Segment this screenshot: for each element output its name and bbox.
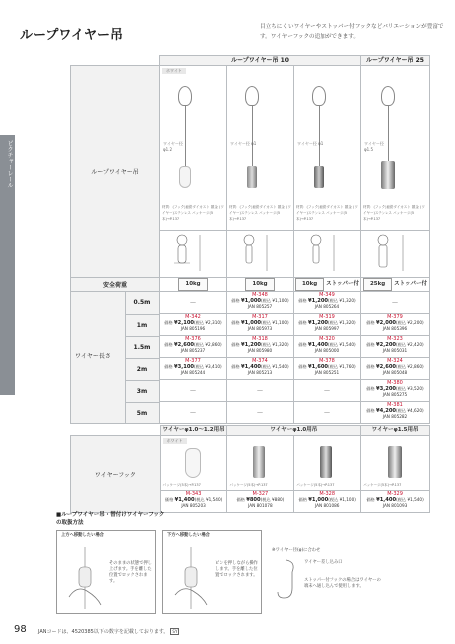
- product-cell: [361, 402, 430, 424]
- length-label: 1m: [125, 314, 159, 336]
- hook-image-cell-4: パッケージ(5本)→P.137: [361, 436, 430, 491]
- product-code: M-320: [319, 336, 335, 342]
- hook-product-cell: [160, 491, 227, 513]
- empty-cell: —: [160, 292, 227, 314]
- material-note: 材質：(フック)亜鉛ダイカスト 鍍金 (ワイヤー)ステンレス パッケージ(5本)→P.137: [162, 205, 224, 221]
- product-code: M-318: [252, 336, 268, 342]
- product-jan: JAN 801078: [248, 503, 273, 508]
- product-code: M-324: [387, 358, 403, 364]
- side-tab-label: ピクチャーレール: [6, 140, 13, 188]
- product-price: 価格 ¥1,600(税込 ¥1,760): [298, 364, 356, 370]
- color-label-white: ホワイト: [162, 68, 186, 74]
- material-note: 材質：(フック)亜鉛ダイカスト 鍍金 (ワイヤー)ステンレス パッケージ(5本)→P.137: [296, 205, 358, 221]
- product-jan: JAN 805997: [314, 326, 340, 331]
- product-code: M-380: [387, 380, 403, 386]
- heavy-hook-photo: [388, 446, 402, 478]
- product-price: 価格 ¥1,200(税込 ¥1,320): [231, 342, 289, 348]
- dimension-drawing-3: [294, 231, 361, 278]
- product-code: M-348: [252, 292, 268, 298]
- material-note: 材質：(フック)亜鉛ダイカスト 鍍金 (ワイヤー)ステンレス パッケージ(5本)→P.137: [363, 205, 425, 221]
- empty-cell: —: [160, 380, 227, 402]
- product-code: M-342: [185, 314, 201, 320]
- product-image-cell-2: [227, 66, 294, 231]
- product-jan: JAN 805396: [382, 326, 408, 331]
- product-price: 価格 ¥1,200(税込 ¥1,320): [298, 320, 356, 326]
- product-code: M-378: [319, 358, 335, 364]
- length-group-label: [71, 292, 160, 424]
- product-price: 価格 ¥4,200(税込 ¥4,620): [366, 408, 424, 414]
- product-cell: [227, 292, 294, 314]
- product-price: 価格 ¥3,100(税込 ¥3,410): [164, 364, 222, 370]
- heavy-hook-photo: [381, 161, 395, 189]
- product-image-cell-1: [160, 66, 227, 231]
- page-number: 98: [14, 624, 27, 635]
- empty-cell: —: [160, 402, 227, 424]
- product-jan: JAN 801086: [314, 503, 340, 508]
- product-code: M-323: [387, 336, 403, 342]
- product-code: M-381: [387, 402, 403, 408]
- product-price: 価格 ¥2,200(税込 ¥2,420): [366, 342, 424, 348]
- wire-diameter-label: ワイヤー径 φ1: [230, 141, 257, 146]
- length-label: 0.5m: [133, 299, 151, 306]
- hook-product-cell: [227, 491, 294, 513]
- wire-hanger-table: [70, 55, 430, 424]
- product-cell: [227, 314, 294, 336]
- hook-product-cell: [294, 491, 361, 513]
- wire-diameter-label: ワイヤー径 φ1.2: [163, 141, 183, 152]
- load-cell-4: 25kg ストッパー付: [361, 278, 430, 292]
- metal-hook-photo: [247, 166, 257, 188]
- row-label-wire-hook: ワイヤーフック: [71, 436, 161, 513]
- stopper-hook-photo: [320, 446, 332, 478]
- load-label: 安全荷重: [71, 278, 160, 292]
- product-cell: [294, 292, 361, 314]
- product-code: M-327: [252, 491, 269, 497]
- product-jan: JAN 805275: [382, 392, 408, 397]
- product-jan: JAN 805031: [382, 348, 408, 353]
- product-cell: [361, 336, 430, 358]
- length-label: 2m: [125, 358, 159, 380]
- product-jan: JAN 805000: [314, 348, 340, 353]
- load-cell-3: 10kg ストッパー付: [294, 278, 361, 292]
- length-label: 3m: [125, 380, 159, 402]
- empty-cell: —: [294, 380, 361, 402]
- product-jan: JAN 805973: [247, 326, 273, 331]
- product-code: M-379: [387, 314, 403, 320]
- product-code: M-317: [252, 314, 268, 320]
- product-code: M-343: [185, 491, 202, 497]
- product-cell: [294, 314, 361, 336]
- product-price: 価格 ¥2,100(税込 ¥2,310): [164, 320, 222, 326]
- product-price: 価格 ¥2,600(税込 ¥2,860): [164, 342, 222, 348]
- product-price: 価格 ¥1,000(税込 ¥1,100): [231, 298, 289, 304]
- metal-hook-photo: [253, 446, 265, 478]
- product-price: 価格 ¥800(税込 ¥880): [236, 497, 285, 503]
- product-jan: JAN 805264: [314, 304, 340, 309]
- product-cell: [361, 314, 430, 336]
- product-cell: [160, 314, 227, 336]
- product-cell: [361, 380, 430, 402]
- product-code: M-376: [185, 336, 201, 342]
- hook-product-cell: [361, 491, 430, 513]
- load-cell-2: 10kg: [227, 278, 294, 292]
- intro-text: 目立ちにくいワイヤーやストッパー付フックなどバリエーションが豊富です。ワイヤーフックの追加ができます。: [260, 24, 444, 40]
- instructions-title: ■ループワイヤー吊・替付けワイヤーフックの取扱方法: [56, 512, 165, 526]
- hook-header-1: ワイヤーφ1.0〜1.2用吊: [160, 426, 227, 436]
- product-price: 価格 ¥1,400(税込 ¥1,540): [164, 497, 223, 503]
- hook-image-cell-3: パッケージ(5本)→P.137: [294, 436, 361, 491]
- empty-cell: —: [227, 402, 294, 424]
- white-hook-photo: [185, 448, 201, 478]
- product-jan: JAN 805237: [180, 348, 206, 353]
- stopper-hook-photo: [314, 166, 324, 188]
- product-price: 価格 ¥1,200(税込 ¥1,320): [298, 298, 356, 304]
- empty-cell: —: [294, 402, 361, 424]
- dimension-drawing-4: [361, 231, 430, 278]
- product-price: 価格 ¥2,000(税込 ¥2,200): [366, 320, 424, 326]
- product-jan: JAN 805980: [247, 348, 273, 353]
- product-jan: JAN 801093: [382, 503, 408, 508]
- product-price: 価格 ¥1,000(税込 ¥1,100): [298, 497, 356, 503]
- product-cell: [294, 336, 361, 358]
- white-hook-photo: [179, 166, 191, 188]
- product-price: 価格 ¥1,000(税込 ¥1,100): [231, 320, 289, 326]
- hook-image-cell-1: ホワイト パッケージ(5本)→P.137: [160, 436, 227, 491]
- product-price: 価格 ¥2,600(税込 ¥2,860): [366, 364, 424, 370]
- product-code: M-328: [319, 491, 336, 497]
- material-note: 材質：(フック)亜鉛ダイカスト 鍍金 (ワイヤー)ステンレス パッケージ(5本)→P.137: [229, 205, 291, 221]
- product-code: M-374: [252, 358, 268, 364]
- product-jan: JAN 805203: [181, 503, 206, 508]
- product-jan: JAN 805048: [382, 370, 408, 375]
- product-cell: [227, 358, 294, 380]
- hook-header-2: ワイヤーφ1.0用吊: [227, 426, 361, 436]
- instruction-step-2: 下方へ移動したい場合 ピンを押しながら操作します。手を離した位置でロックされます。: [162, 530, 262, 614]
- product-cell: [160, 358, 227, 380]
- hook-header-3: ワイヤーφ1.5用吊: [361, 426, 430, 436]
- footnote: JANコードは、4520385以下の数字を記載しております。 SY: [38, 628, 179, 635]
- length-row: [71, 292, 430, 314]
- product-cell: [227, 336, 294, 358]
- product-jan: JAN 805257: [247, 304, 273, 309]
- product-image-cell-3: [294, 66, 361, 231]
- load-cell-1: 10kg: [160, 278, 227, 292]
- product-cell: [294, 358, 361, 380]
- product-image-cell-4: [361, 66, 430, 231]
- product-jan: JAN 805251: [314, 370, 340, 375]
- product-jan: JAN 805244: [180, 370, 206, 375]
- empty-cell: —: [227, 380, 294, 402]
- dimension-drawing-2: [227, 231, 294, 278]
- product-price: 価格 ¥1,400(税込 ¥1,540): [298, 342, 356, 348]
- product-price: 価格 ¥3,200(税込 ¥3,520): [366, 386, 424, 392]
- group-header-10: ループワイヤー吊 10: [160, 56, 361, 66]
- product-code: M-319: [319, 314, 335, 320]
- product-cell: [361, 358, 430, 380]
- instruction-step-1: 上方へ移動したい場合 そのままの状態で押し上げます。手を離した位置でロックされます。: [56, 530, 156, 614]
- instruction-step-3: ※ワイヤー径(φ)に合わせ ワイヤー差し込み口 ストッパー付フックの場合はワイヤーの端末へ通し込んで使用します。: [268, 530, 388, 614]
- wire-hook-table: [70, 425, 430, 513]
- product-code: M-377: [185, 358, 201, 364]
- product-price: 価格 ¥1,400(税込 ¥1,540): [231, 364, 289, 370]
- product-code: M-349: [319, 292, 335, 298]
- empty-cell: —: [361, 292, 430, 314]
- product-cell: [160, 336, 227, 358]
- length-label: 1.5m: [125, 336, 159, 358]
- wire-diameter-label: ワイヤー径 φ1: [297, 141, 324, 146]
- color-label-white: ホワイト: [163, 438, 187, 444]
- row-label-hanger: ループワイヤー吊: [71, 66, 160, 278]
- product-price: 価格 ¥1,400(税込 ¥1,540): [366, 497, 424, 503]
- product-jan: JAN 805213: [247, 370, 273, 375]
- length-label: 5m: [125, 402, 159, 424]
- page-title: ループワイヤー吊: [20, 28, 123, 43]
- length-group-text: ワイヤー長さ: [75, 352, 111, 360]
- product-jan: JAN 805282: [382, 414, 408, 419]
- dimension-drawing-1: [160, 231, 227, 278]
- product-code: M-329: [387, 491, 403, 497]
- hook-image-cell-2: パッケージ(5本)→P.137: [227, 436, 294, 491]
- product-jan: JAN 805196: [180, 326, 206, 331]
- group-header-25: ループワイヤー吊 25: [361, 56, 430, 66]
- wire-diameter-label: ワイヤー径 φ1.5: [364, 141, 384, 152]
